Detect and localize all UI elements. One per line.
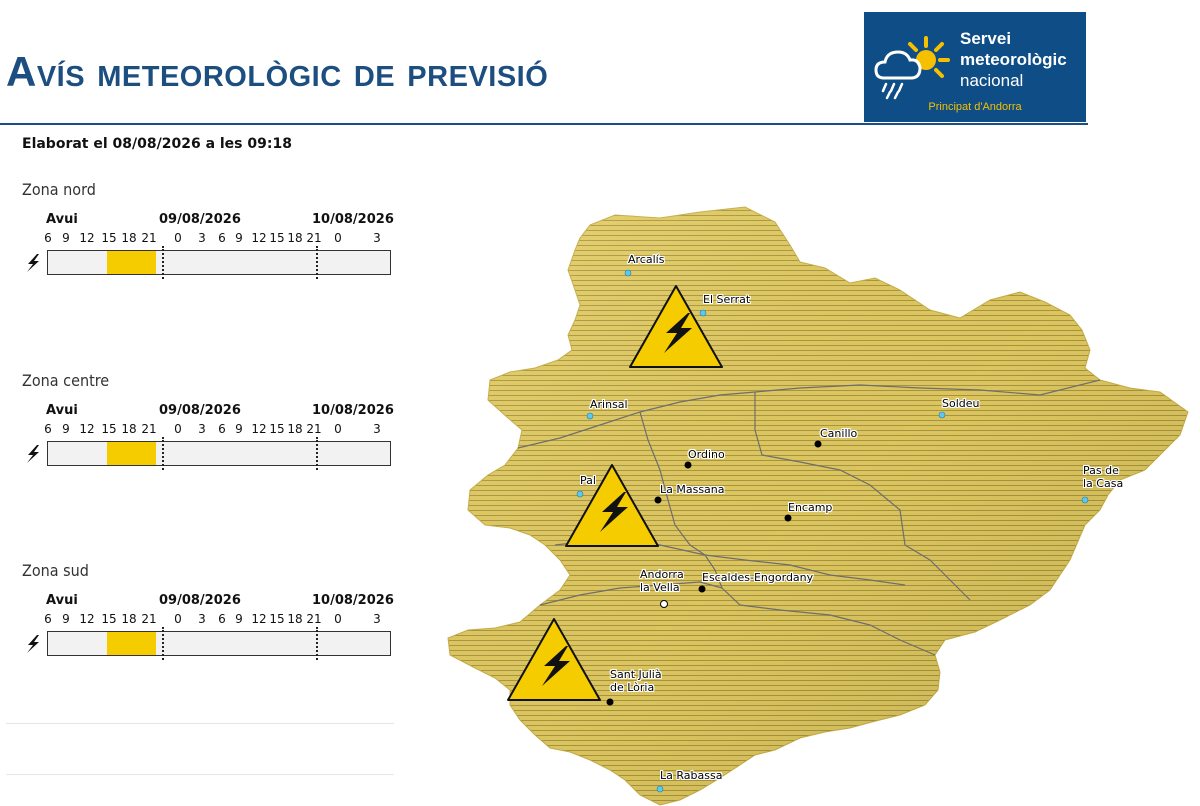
hour-label: 12 (79, 612, 95, 626)
hour-label: 6 (44, 231, 52, 245)
issued-timestamp: Elaborat el 08/08/2026 a les 09:18 (22, 136, 292, 152)
hour-label: 3 (198, 231, 206, 245)
place-marker (815, 441, 822, 448)
hour-label: 21 (306, 231, 322, 245)
hour-label: 3 (373, 422, 381, 436)
hour-label: 9 (62, 422, 70, 436)
hour-label: 21 (141, 422, 157, 436)
hour-label: 18 (287, 612, 303, 626)
hour-label: 0 (174, 422, 182, 436)
logo-line-2: meteorològic (960, 50, 1067, 69)
hour-label: 15 (269, 612, 285, 626)
hour-label: 21 (306, 612, 322, 626)
hour-label: 0 (334, 612, 342, 626)
zone-name: Zona centre (22, 371, 110, 390)
hour-label: 18 (287, 231, 303, 245)
place-marker (587, 413, 593, 419)
hour-label: 15 (269, 422, 285, 436)
hour-label: 6 (44, 612, 52, 626)
hour-label: 12 (251, 612, 267, 626)
hour-label: 12 (251, 422, 267, 436)
hour-label: 9 (235, 231, 243, 245)
hour-label: 21 (141, 612, 157, 626)
hour-label: 0 (174, 231, 182, 245)
place-label: Pal (580, 474, 596, 487)
place-marker (607, 699, 614, 706)
place-label: Escaldes-Engordany (702, 571, 814, 584)
hour-label: 3 (373, 231, 381, 245)
hour-label: 12 (79, 231, 95, 245)
hour-label: 9 (62, 612, 70, 626)
hour-label: 3 (373, 612, 381, 626)
hour-label: 21 (306, 422, 322, 436)
day-label: 09/08/2026 (159, 212, 241, 227)
place-label: Soldeu (942, 397, 980, 410)
day-label: Avui (46, 593, 78, 608)
logo-subtitle: Principat d'Andorra (928, 101, 1022, 113)
day-label: 10/08/2026 (312, 593, 394, 608)
place-marker (661, 601, 668, 608)
place-label: Canillo (820, 427, 858, 440)
logo-line-1: Servei (960, 29, 1012, 48)
logo-line-3: nacional (960, 71, 1024, 90)
place-marker (655, 497, 662, 504)
place-marker (577, 491, 583, 497)
hour-label: 3 (198, 422, 206, 436)
hour-label: 18 (121, 231, 137, 245)
hour-label: 18 (121, 612, 137, 626)
day-label: 10/08/2026 (312, 212, 394, 227)
hour-label: 15 (101, 231, 117, 245)
day-label: Avui (46, 403, 78, 418)
zone-name: Zona nord (22, 180, 96, 199)
hour-label: 18 (287, 422, 303, 436)
place-marker (685, 462, 692, 469)
day-label: 09/08/2026 (159, 403, 241, 418)
hour-label: 9 (235, 422, 243, 436)
hour-label: 18 (121, 422, 137, 436)
hour-label: 9 (235, 612, 243, 626)
place-marker (657, 786, 663, 792)
place-label: Encamp (788, 501, 833, 514)
hour-label: 6 (218, 422, 226, 436)
hour-label: 15 (269, 231, 285, 245)
place-label: La Massana (660, 483, 725, 496)
day-label: Avui (46, 212, 78, 227)
hour-label: 0 (334, 231, 342, 245)
place-label: Arinsal (590, 398, 628, 411)
place-label: Andorra la Vella (640, 568, 684, 594)
place-label: Ordino (688, 448, 725, 461)
place-marker (1082, 497, 1088, 503)
hour-label: 9 (62, 231, 70, 245)
place-label: La Rabassa (660, 769, 723, 782)
place-marker (699, 586, 706, 593)
page-title: Avís meteorològic de previsió (6, 48, 549, 95)
hour-label: 15 (101, 612, 117, 626)
hour-label: 6 (218, 231, 226, 245)
hour-label: 6 (218, 612, 226, 626)
place-marker (625, 270, 631, 276)
day-label: 09/08/2026 (159, 593, 241, 608)
place-label: Arcalís (628, 253, 665, 266)
hour-label: 12 (79, 422, 95, 436)
hour-label: 21 (141, 231, 157, 245)
hour-label: 12 (251, 231, 267, 245)
day-label: 10/08/2026 (312, 403, 394, 418)
hour-label: 15 (101, 422, 117, 436)
hour-label: 3 (198, 612, 206, 626)
place-marker (785, 515, 792, 522)
hour-label: 6 (44, 422, 52, 436)
place-label: Pas de la Casa (1083, 464, 1124, 490)
hour-label: 0 (334, 422, 342, 436)
place-label: Sant Julià de Lòria (610, 668, 662, 694)
place-marker (939, 412, 945, 418)
place-label: El Serrat (703, 293, 751, 306)
zone-name: Zona sud (22, 561, 89, 580)
hour-label: 0 (174, 612, 182, 626)
place-marker (700, 310, 706, 316)
